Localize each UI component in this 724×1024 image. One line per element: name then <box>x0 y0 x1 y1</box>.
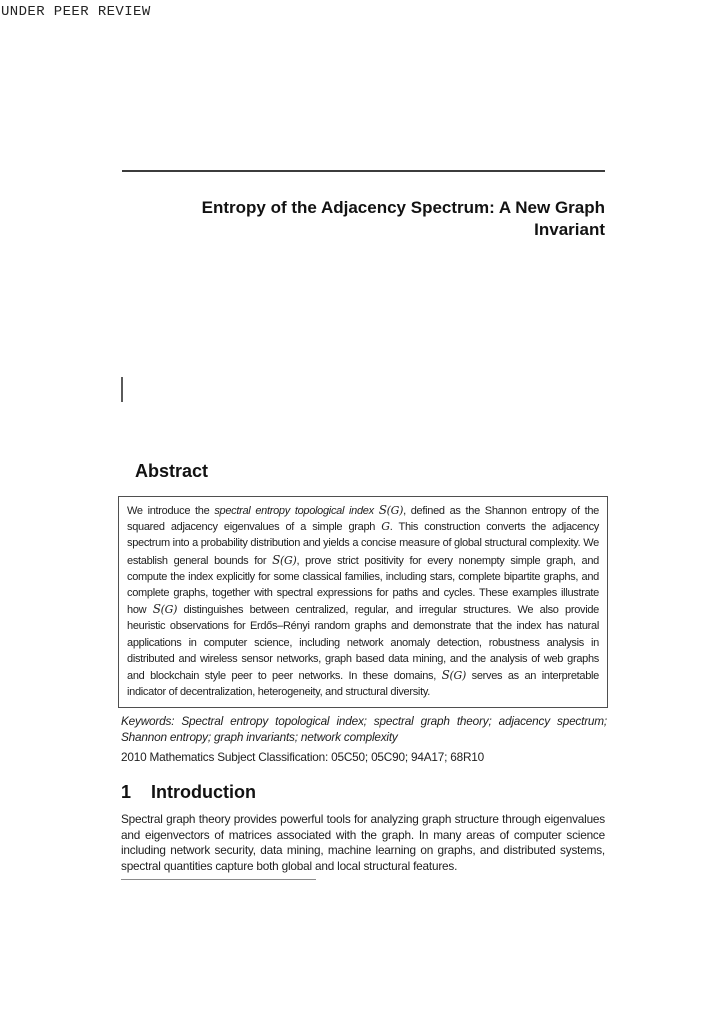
section-number: 1 <box>121 781 132 802</box>
section-title: Introduction <box>151 781 257 802</box>
text-cursor-mark <box>121 377 123 402</box>
abstract-heading: Abstract <box>135 461 209 481</box>
title-rule <box>122 170 605 172</box>
paper-title-line-1: Entropy of the Adjacency Spectrum: A New Graph <box>201 198 605 217</box>
abstract-text: We introduce the spectral entropy topological index S(G), defined as the Shannon entropy of the squared adjacency eigenvalues of a simple graph G. This construction converts the adjacency spectrum into a probability distribution and yields a concise measure of global structural complexity. We establish general bounds for S(G), prove strict positivity for every nonempty simple graph, and compute the index explicitly for some classical families, including stars, complete bipartite graphs, and complete graphs, together with spectral expressions for paths and cycles. These examples illustrate how S(G) distinguishes between centralized, regular, and irregular structures. We also provide heuristic observations for Erdős–Rényi random graphs and demonstrate that the index has natural applications in computer science, including network anomaly detection, robustness analysis in distributed and wireless sensor networks, graph based data mining, and the analysis of web graphs and blockchain style peer to peer networks. In these domains, S(G) serves as an interpretable indicator of decentralization, heterogeneity, and structural diversity. <box>127 503 599 699</box>
paper-body <box>118 461 608 880</box>
abstract-box <box>118 496 608 708</box>
introduction-paragraph: Spectral graph theory provides powerful tools for analyzing graph structure through eigenvalues and eigenvectors of matrices associated with the graph. In many areas of computer science including network security, data mining, machine learning on graphs, and distributed systems, spectral quantities capture both global and local structural features. <box>121 811 605 874</box>
paper-title-line-2: Invariant <box>534 219 605 239</box>
msc-classification-line: 2010 Mathematics Subject Classification: 05C50; 05C90; 94A17; 68R10 <box>121 749 485 764</box>
peer-review-watermark: UNDER PEER REVIEW <box>1 4 151 20</box>
footnote-rule <box>121 879 316 880</box>
paper-title <box>122 197 605 240</box>
keywords-line: Keywords: Spectral entropy topological index; spectral graph theory; adjacency spectrum; Shannon entropy; graph invariants; network complexity <box>121 714 607 744</box>
section-heading-introduction <box>121 782 608 803</box>
